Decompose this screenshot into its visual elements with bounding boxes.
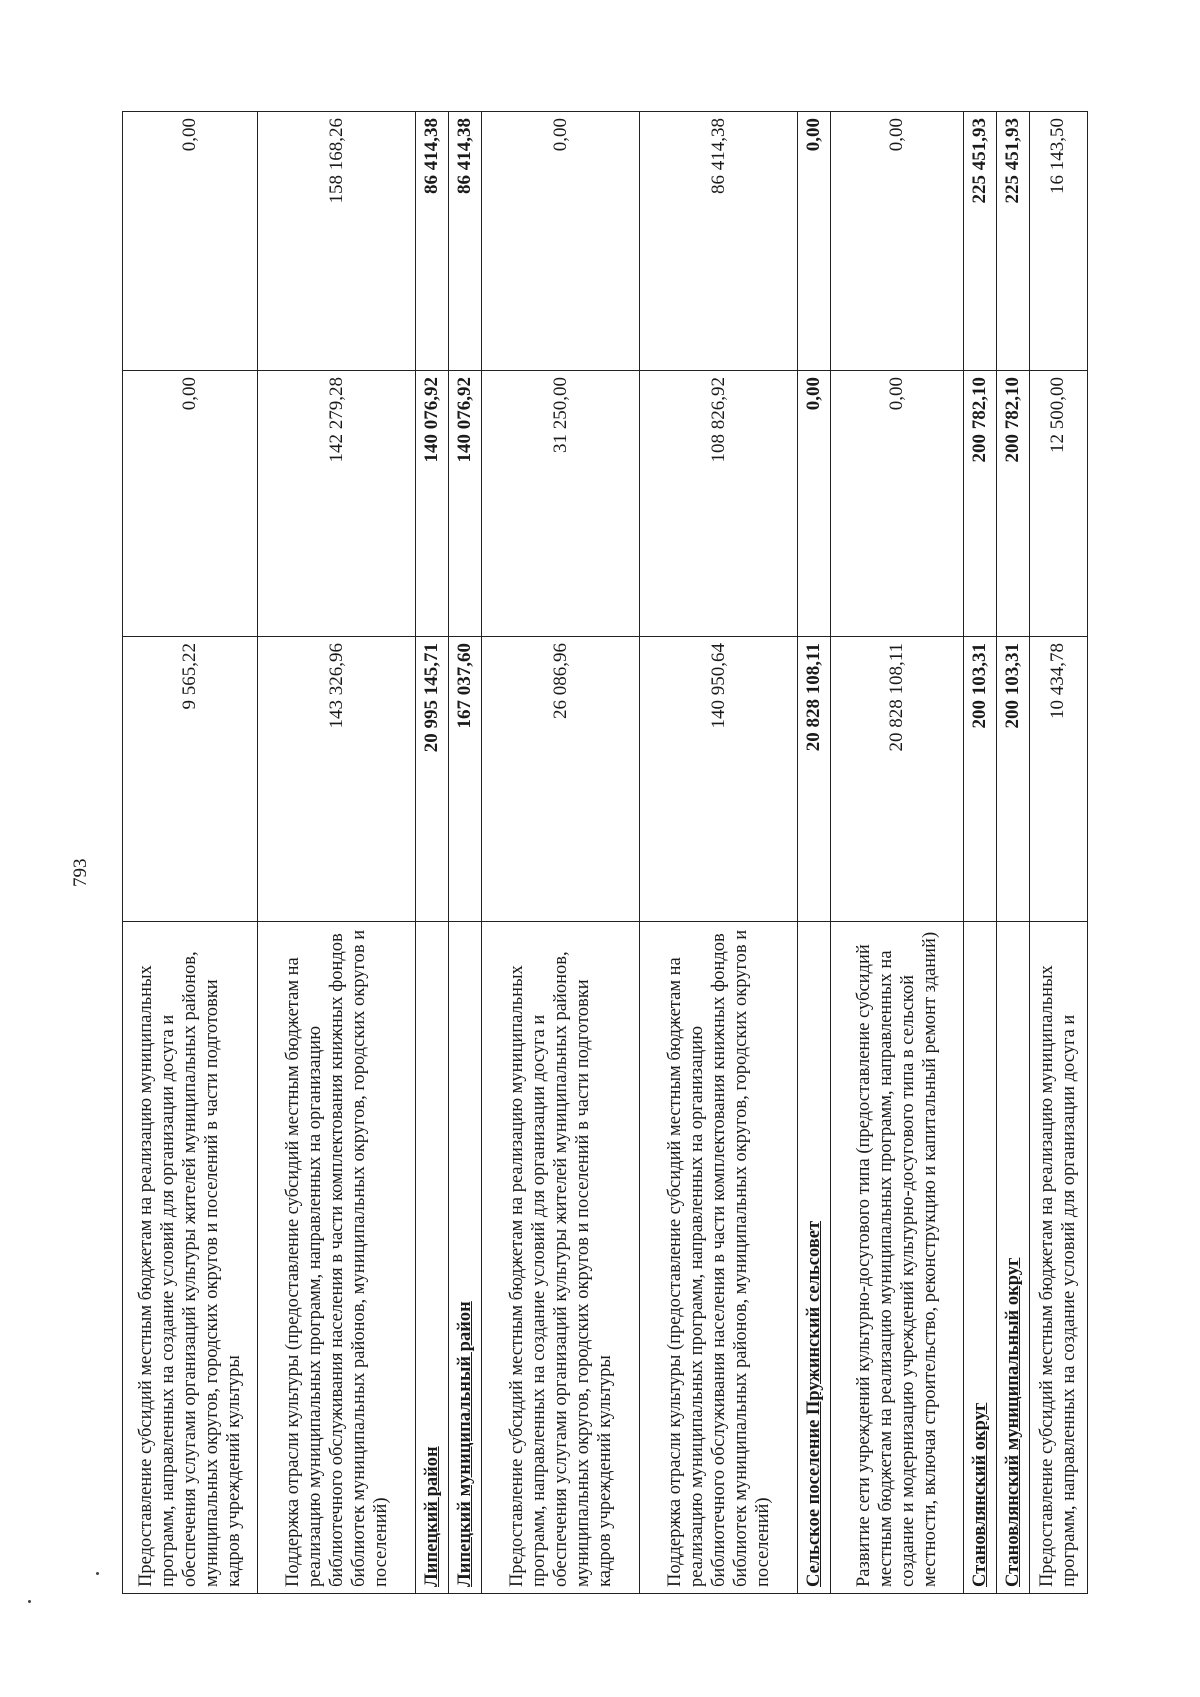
table-row bbox=[640, 112, 798, 1594]
page-number: 793 bbox=[70, 858, 91, 887]
value-col-3: 16 143,50 bbox=[1029, 112, 1087, 371]
value-col-1: 140 950,64 bbox=[640, 637, 798, 922]
table-row bbox=[997, 112, 1030, 1594]
value-col-1: 200 103,31 bbox=[997, 637, 1030, 922]
table-row bbox=[482, 112, 640, 1594]
row-description: Предоставление субсидий местным бюджетам на реализацию муниципальных программ, направленных на создание условий для организации досуга и обеспечения услугами организаций культуры жителей муниципальных районов, муниципальных округов, городских округов и поселений в части подготовки кадров учреждений культуры bbox=[482, 922, 640, 1594]
value-col-1: 167 037,60 bbox=[449, 637, 482, 922]
value-col-2: 142 279,28 bbox=[258, 371, 416, 637]
value-col-3: 158 168,26 bbox=[258, 112, 416, 371]
row-description: Липецкий район bbox=[416, 922, 449, 1594]
value-col-3: 86 414,38 bbox=[449, 112, 482, 371]
table-row bbox=[964, 112, 997, 1594]
value-col-1: 200 103,31 bbox=[964, 637, 997, 922]
value-col-2: 140 076,92 bbox=[449, 371, 482, 637]
row-description: Становлянский округ bbox=[964, 922, 997, 1594]
value-col-3: 0,00 bbox=[831, 112, 964, 371]
value-col-2: 0,00 bbox=[831, 371, 964, 637]
value-col-2: 200 782,10 bbox=[997, 371, 1030, 637]
value-col-3: 86 414,38 bbox=[416, 112, 449, 371]
value-col-3: 225 451,93 bbox=[964, 112, 997, 371]
table-row bbox=[416, 112, 449, 1594]
table-row bbox=[1029, 112, 1087, 1594]
value-col-1: 10 434,78 bbox=[1029, 637, 1087, 922]
value-col-2: 140 076,92 bbox=[416, 371, 449, 637]
table-row bbox=[449, 112, 482, 1594]
value-col-1: 20 995 145,71 bbox=[416, 637, 449, 922]
row-description: Сельское поселение Пружинский сельсовет bbox=[798, 922, 831, 1594]
table-row bbox=[831, 112, 964, 1594]
value-col-3: 225 451,93 bbox=[997, 112, 1030, 371]
table-row bbox=[258, 112, 416, 1594]
row-description: Поддержка отрасли культуры (предоставление субсидий местным бюджетам на реализацию муниципальных программ, направленных на организацию библиотечного обслуживания населения в части комплектования книжных фондов библиотек муниципальных районов, муниципальных округов, городских округов и поселений) bbox=[258, 922, 416, 1594]
value-col-3: 0,00 bbox=[123, 112, 258, 371]
row-description: Предоставление субсидий местным бюджетам на реализацию муниципальных программ, направленных на создание условий для организации досуга и bbox=[1029, 922, 1087, 1594]
row-description: Предоставление субсидий местным бюджетам на реализацию муниципальных программ, направленных на создание условий для организации досуга и обеспечения услугами организаций культуры жителей муниципальных районов, муниципальных округов, городских округов и поселений в части подготовки кадров учреждений культуры bbox=[123, 922, 258, 1594]
value-col-2: 108 826,92 bbox=[640, 371, 798, 637]
value-col-3: 0,00 bbox=[482, 112, 640, 371]
value-col-2: 200 782,10 bbox=[964, 371, 997, 637]
value-col-2: 0,00 bbox=[123, 371, 258, 637]
value-col-2: 31 250,00 bbox=[482, 371, 640, 637]
value-col-2: 0,00 bbox=[798, 371, 831, 637]
table-row bbox=[123, 112, 258, 1594]
value-col-1: 26 086,96 bbox=[482, 637, 640, 922]
value-col-3: 86 414,38 bbox=[640, 112, 798, 371]
row-description: Поддержка отрасли культуры (предоставление субсидий местным бюджетам на реализацию муниципальных программ, направленных на организацию библиотечного обслуживания населения в части комплектования книжных фондов библиотек муниципальных районов, муниципальных округов, городских округов и поселений) bbox=[640, 922, 798, 1594]
value-col-1: 9 565,22 bbox=[123, 637, 258, 922]
table-row bbox=[798, 112, 831, 1594]
value-col-3: 0,00 bbox=[798, 112, 831, 371]
row-description: Развитие сети учреждений культурно-досугового типа (предоставление субсидий местным бюджетам на реализацию муниципальных программ, направленных на создание и модернизацию учреждений культурно-досугового типа в сельской местности, включая строительство, реконструкцию и капитальный ремонт зданий) bbox=[831, 922, 964, 1594]
value-col-1: 20 828 108,11 bbox=[831, 637, 964, 922]
row-description: Липецкий муниципальный район bbox=[449, 922, 482, 1594]
value-col-2: 12 500,00 bbox=[1029, 371, 1087, 637]
value-col-1: 143 326,96 bbox=[258, 637, 416, 922]
value-col-1: 20 828 108,11 bbox=[798, 637, 831, 922]
row-description: Становлянский муниципальный округ bbox=[997, 922, 1030, 1594]
budget-table bbox=[122, 111, 1088, 1594]
